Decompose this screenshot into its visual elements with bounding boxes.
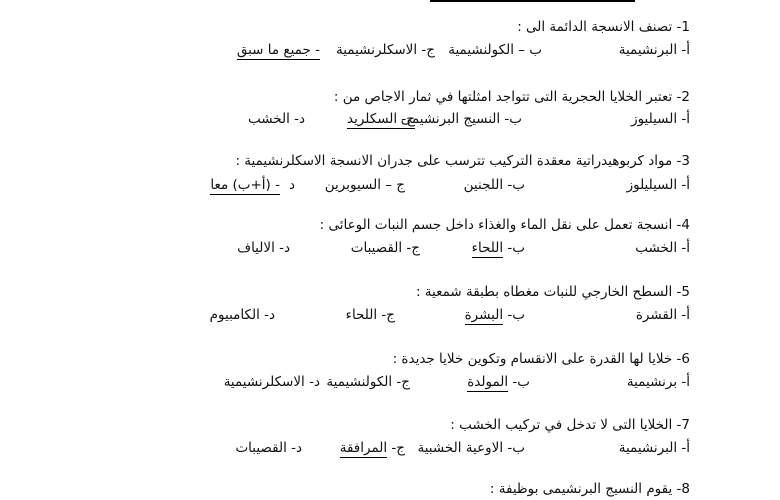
q3-option-b: ب- اللجنين (463, 177, 525, 193)
q6-option-b-answer (467, 373, 530, 391)
q3-option-c: ج – السيوبرين (324, 177, 405, 193)
q4-option-d: د- الالياف (237, 240, 290, 256)
q4-option-c: ج- القصيبات (350, 240, 420, 256)
q2-option-c-answer (347, 110, 415, 128)
q4-option-b-prefix: ب- (503, 240, 525, 256)
question-2-stem: 2- تعتبر الخلايا الحجرية التى تتواجد امثلتها في ثمار الاجاص من : (333, 89, 690, 105)
q5-option-c: ج- اللحاء (345, 307, 395, 323)
q7-option-a: أ- البرنشيمية (618, 440, 690, 456)
q6-option-a: أ- برنشيمية (626, 374, 690, 390)
q6-answer-text: المولدة (467, 374, 509, 390)
question-7-stem: 7- الخلايا التى لا تدخل في تركيب الخشب : (450, 417, 690, 433)
q2-option-a: أ- السيليوز (631, 111, 690, 127)
q2-option-d: د- الخشب (247, 111, 305, 127)
question-3-stem: 3- مواد كربوهيدراتية معقدة التركيب تترسب على جدران الانسجة الاسكلرنشيمية : (235, 153, 690, 169)
q6-option-c: ج- الكولنشيمية (326, 374, 410, 390)
q1-option-a: أ- البرنشيمية (618, 42, 690, 58)
q5-option-a: أ- القشرة (635, 307, 690, 323)
header-rule (430, 0, 635, 2)
q1-answer-text: - جميع ما سبق (236, 42, 320, 58)
q6-option-b-prefix: ب- (508, 374, 530, 390)
q4-option-a: أ- الخشب (635, 240, 690, 256)
question-4-stem: 4- انسجة تعمل على نقل الماء والغذاء داخل جسم النبات الوعائى : (319, 217, 690, 233)
q2-option-b: ب- النسيج البرنشيمى (400, 111, 522, 127)
q7-option-d: د- القصيبات (235, 440, 302, 456)
q7-option-c-prefix: ج- (387, 440, 405, 456)
question-1-stem: 1- تصنف الانسجة الدائمة الى : (517, 19, 690, 35)
q7-option-b: ب- الاوعية الخشبية (417, 440, 525, 456)
q3-option-d-letter: د (288, 177, 295, 193)
q5-option-b-answer (465, 306, 525, 324)
question-6-stem: 6- خلايا لها القدرة على الانقسام وتكوين خلايا جديدة : (392, 351, 690, 367)
q5-option-b-prefix: ب- (503, 307, 525, 323)
q4-answer-text: اللحاء (471, 240, 504, 256)
q7-answer-text: المرافقة (339, 440, 388, 456)
q3-option-a: أ- السيليلوز (626, 177, 690, 193)
q6-option-d: د- الاسكلرنشيمية (223, 374, 320, 390)
q2-answer-text: ج- السكلريد (346, 111, 415, 127)
q3-answer-text: - (أ+ب) معا (210, 177, 280, 193)
q3-option-d-answer (210, 176, 280, 194)
q1-option-d-answer (237, 41, 320, 59)
q4-option-b-answer (472, 239, 525, 257)
question-8-stem: 8- يقوم النسيج البرنشيمى بوظيفة : (489, 481, 690, 497)
q5-answer-text: البشرة (464, 307, 504, 323)
question-5-stem: 5- السطح الخارجي للنبات مغطاه بطبقة شمعية : (415, 284, 690, 300)
q1-option-b: ب – الكولنشيمية (448, 42, 542, 58)
q1-option-c: ج- الاسكلرنشيمية (335, 42, 435, 58)
q5-option-d: د- الكامبيوم (209, 307, 275, 323)
q7-option-c-answer (340, 439, 405, 457)
